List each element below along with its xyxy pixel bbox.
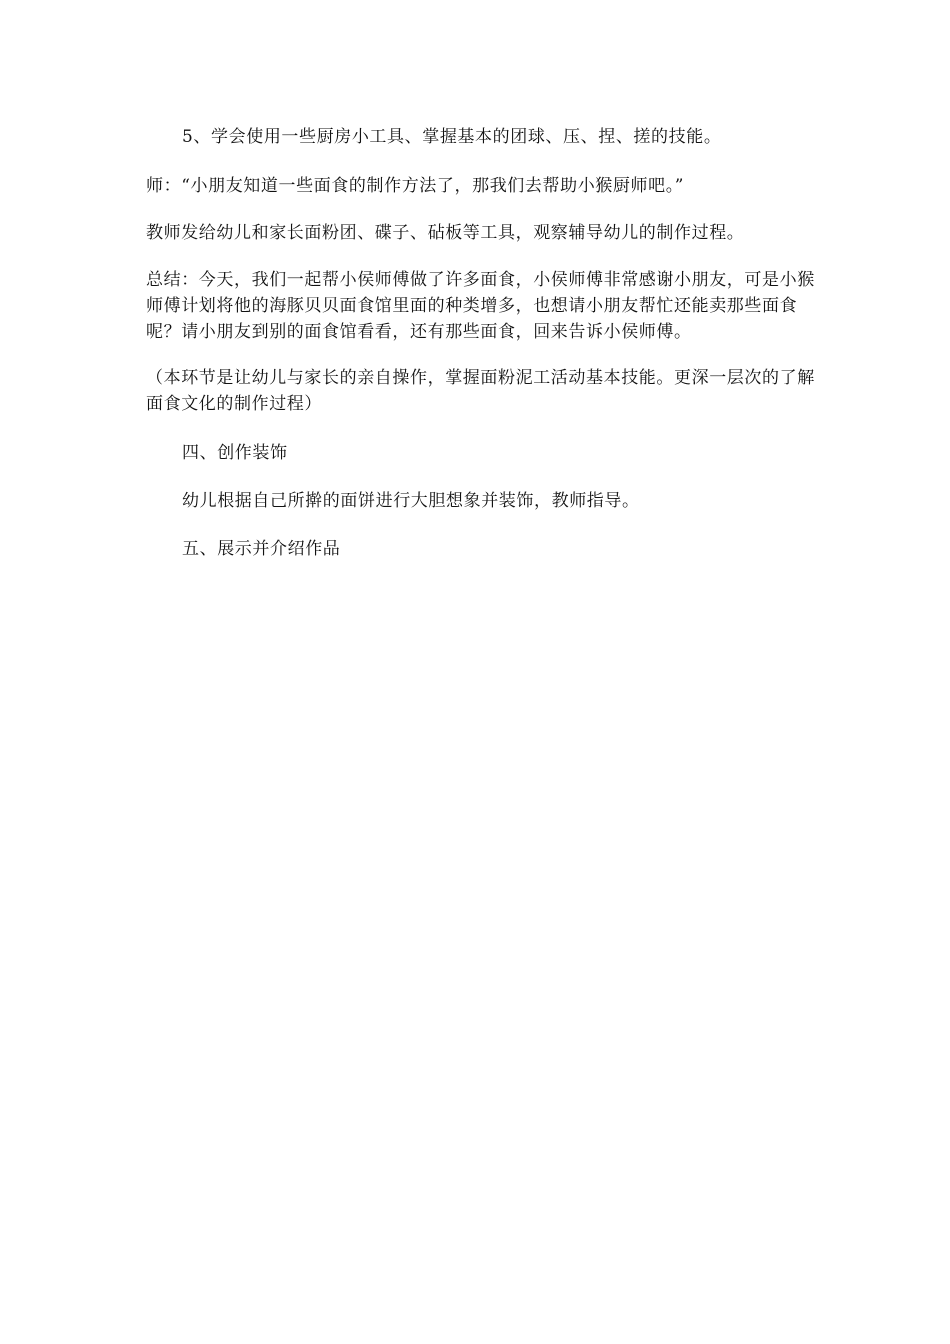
section-heading-decoration: 四、创作装饰 [182,443,288,463]
paragraph-skill-goal: 5、学会使用一些厨房小工具、掌握基本的团球、压、捏、搓的技能。 [182,127,722,147]
paragraph-decoration-activity: 幼儿根据自己所擀的面饼进行大胆想象并装饰，教师指导。 [182,491,640,511]
paragraph-summary: 总结：今天，我们一起帮小侯师傅做了许多面食，小侯师傅非常感谢小朋友，可是小猴师傅计划将他的海豚贝贝面食馆里面的种类增多，也想请小朋友帮忙还能卖那些面食呢？请小朋友到别的面食馆看看，还有那些面食，回来告诉小侯师傅。 [146,270,815,342]
paragraph-teacher-quote: 师：“小朋友知道一些面食的制作方法了，那我们去帮助小猴厨师吧。” [146,176,685,196]
paragraph-note: （本环节是让幼儿与家长的亲自操作，掌握面粉泥工活动基本技能。更深一层次的了解面食文化的制作过程） [146,368,815,414]
paragraph-tools-distribution: 教师发给幼儿和家长面粉团、碟子、砧板等工具，观察辅导幼儿的制作过程。 [146,223,745,243]
document-body [146,124,816,562]
section-heading-showcase: 五、展示并介绍作品 [182,539,341,559]
